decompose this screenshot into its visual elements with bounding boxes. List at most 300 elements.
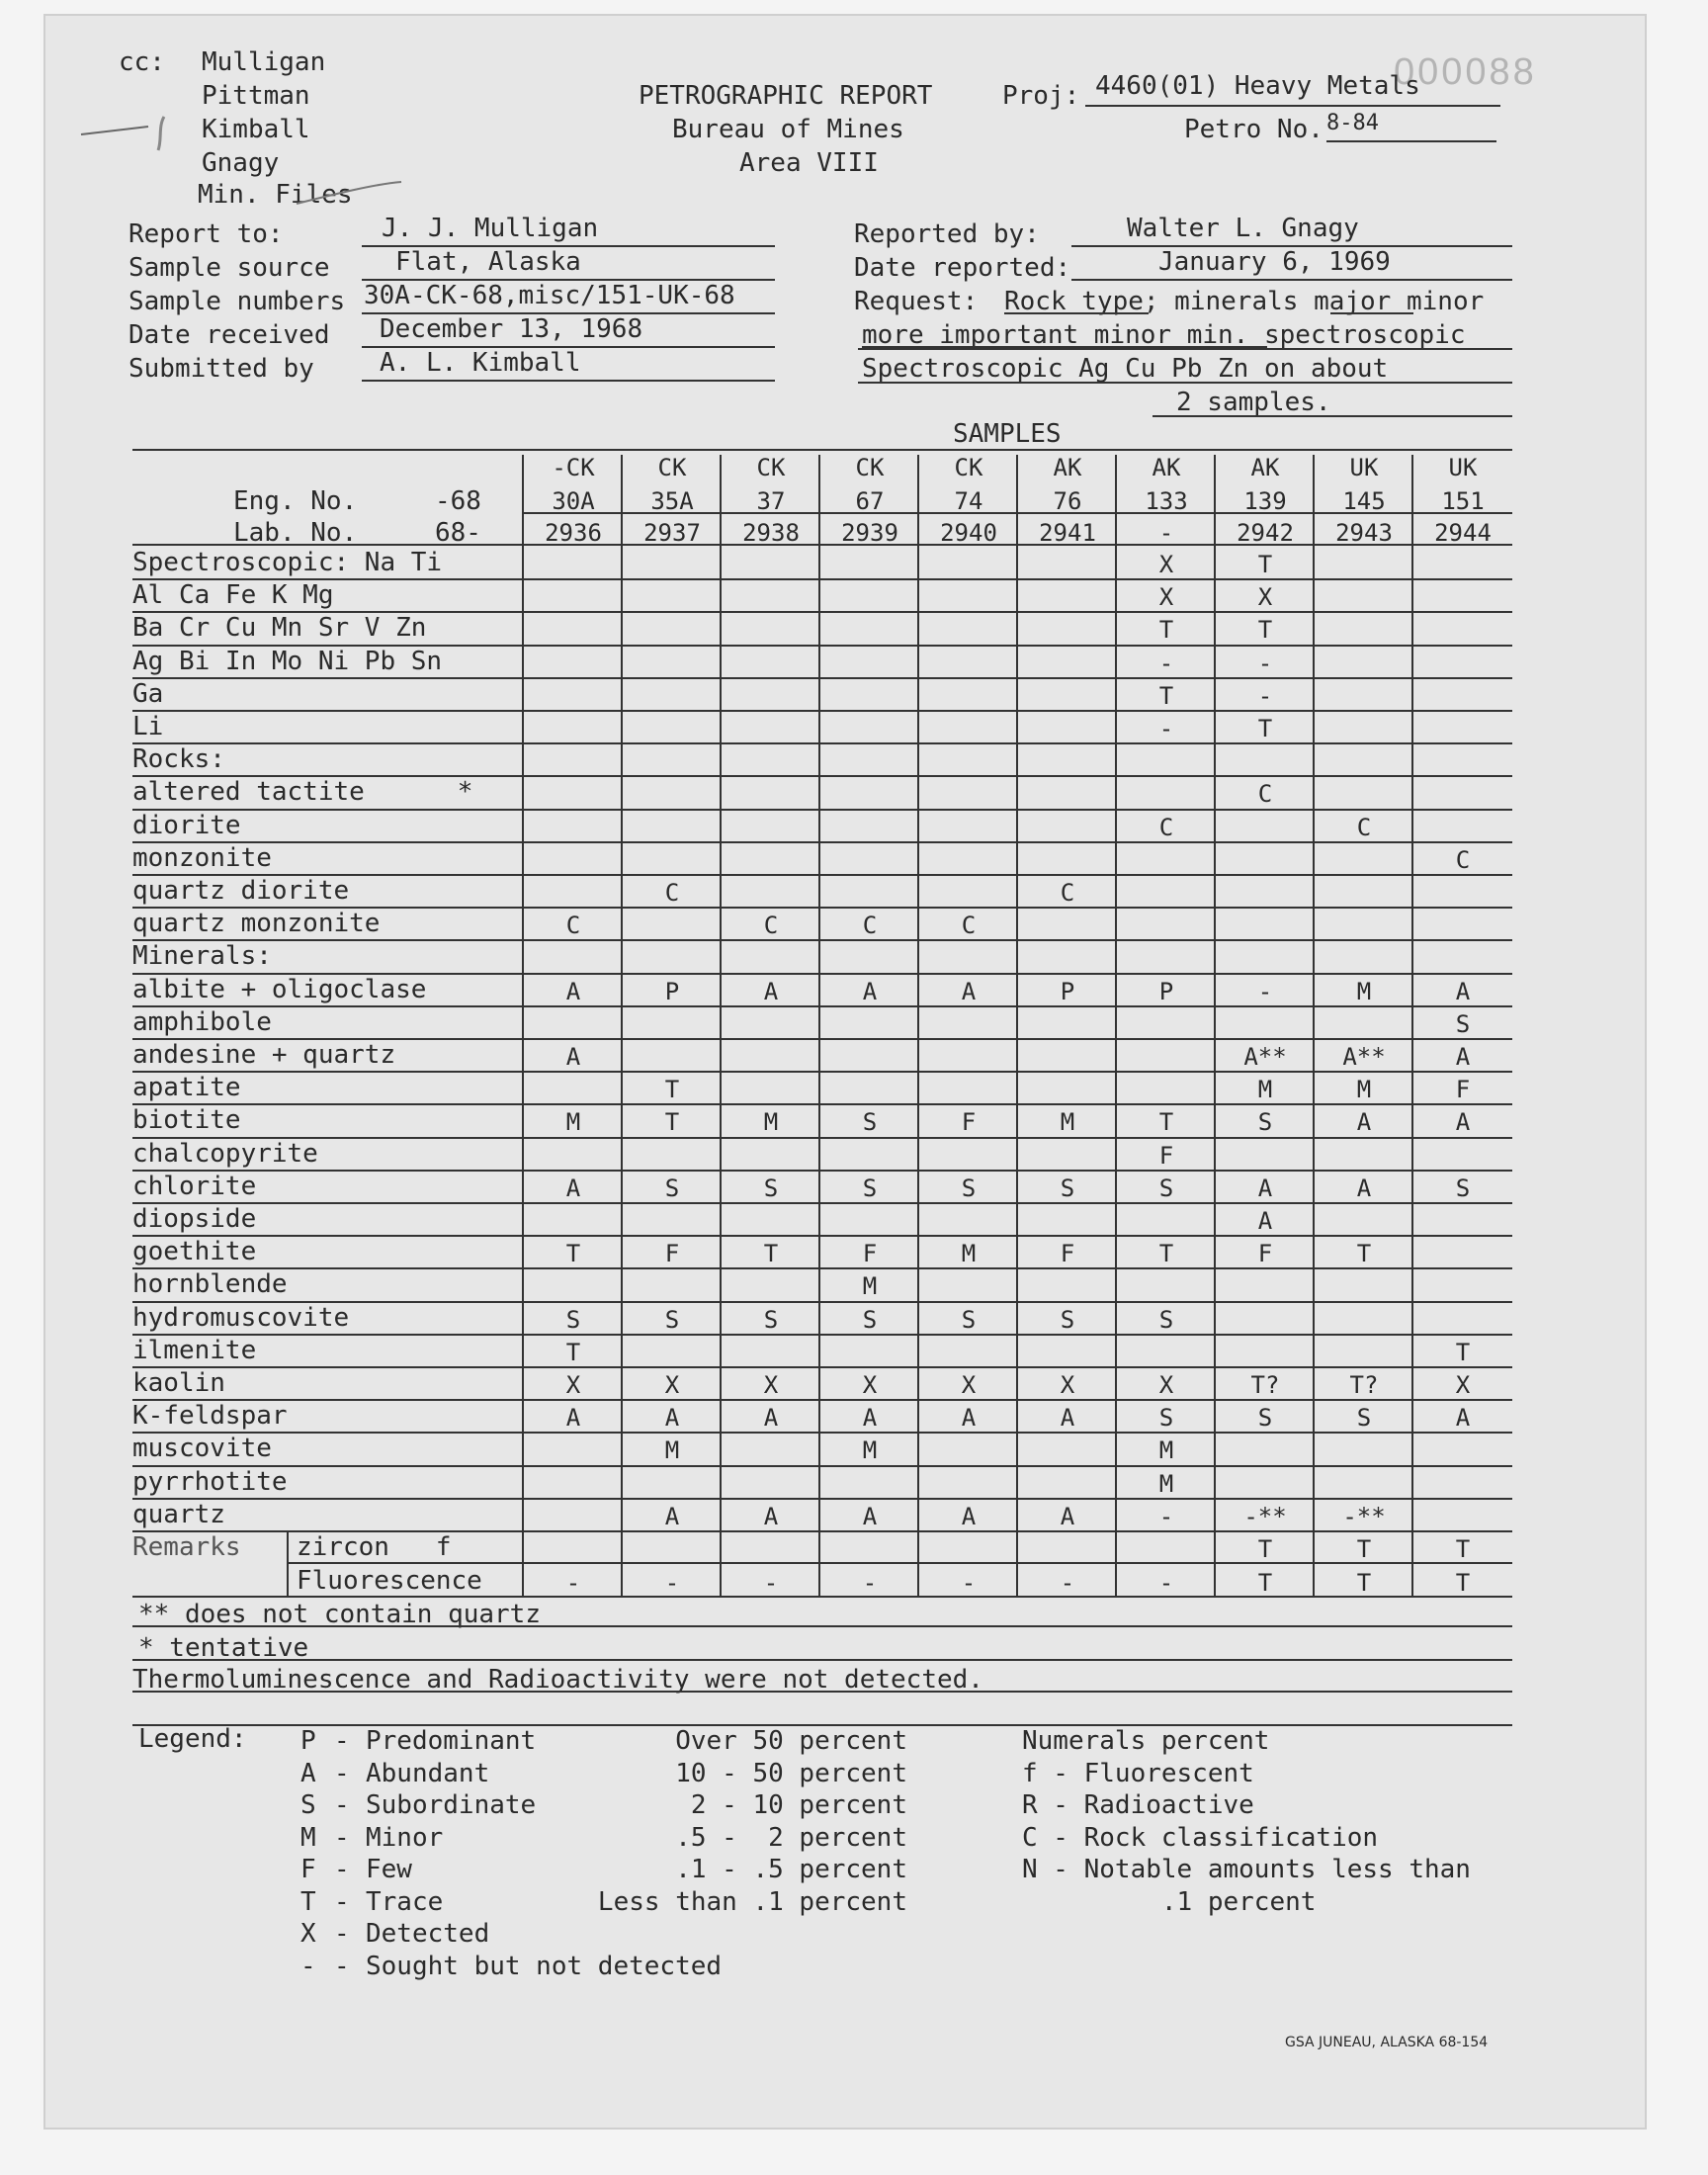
table-cell: S (763, 1174, 779, 1202)
table-cell: A (1060, 1502, 1075, 1530)
legend-name: Subordinate (366, 1790, 537, 1820)
column-rule (1214, 455, 1216, 1596)
legend-code: S (300, 1790, 316, 1820)
legend-range: .5 - 2 percent (675, 1822, 907, 1853)
request-line: Spectroscopic Ag Cu Pb Zn on about (862, 354, 1389, 384)
row-label: monzonite (132, 842, 272, 873)
proj-value: 4460(01) Heavy Metals (1095, 71, 1420, 101)
table-cell: - (1158, 649, 1174, 677)
row-rule (132, 1103, 1512, 1105)
legend-note: N - Notable amounts less than (1022, 1855, 1471, 1884)
row-label: goethite (132, 1237, 257, 1267)
proj-underline (1085, 105, 1500, 107)
fluorescence-cell: - (961, 1569, 977, 1597)
table-cell: S (1060, 1305, 1075, 1334)
table-cell: X (1158, 583, 1174, 612)
table-cell: T (1158, 616, 1174, 645)
document-stamp: 000088 (1394, 51, 1537, 93)
table-cell: T (763, 1240, 779, 1268)
table-cell: M (1257, 1076, 1273, 1104)
date-reported-label: Date reported: (854, 253, 1071, 283)
row-label: amphibole (132, 1006, 272, 1037)
legend-note: f - Fluorescent (1022, 1758, 1254, 1788)
table-cell: T (1158, 1240, 1174, 1268)
info-label: Sample numbers (128, 287, 346, 316)
lab-number: 2937 (643, 519, 701, 547)
note-line: * tentative (138, 1633, 309, 1663)
row-label: hornblende (132, 1269, 288, 1300)
proj-label: Proj: (1002, 81, 1080, 111)
table-cell: A (1257, 1174, 1273, 1202)
table-cell: M (763, 1108, 779, 1137)
legend-dash: - (334, 1758, 350, 1788)
note-rule (132, 1659, 1512, 1661)
row-rule (132, 809, 1512, 811)
row-label: Spectroscopic: Na Ti (132, 548, 443, 577)
eng-number: 151 (1441, 487, 1485, 515)
row-rule (132, 1170, 1512, 1172)
row-label: diopside (132, 1204, 257, 1234)
table-cell: A (1455, 977, 1471, 1005)
table-cell: C (961, 912, 977, 940)
table-cell: S (1455, 1174, 1471, 1202)
column-rule (818, 455, 820, 1596)
table-cell: S (862, 1174, 878, 1202)
table-cell: A (961, 977, 977, 1005)
lab-number: 2943 (1335, 519, 1393, 547)
table-cell: A (1455, 1108, 1471, 1137)
table-cell: T (1257, 551, 1273, 578)
legend-dash: - (334, 1951, 350, 1981)
table-cell: F (1257, 1240, 1273, 1268)
petro-label: Petro No. (1184, 115, 1324, 144)
table-cell: F (961, 1108, 977, 1137)
table-cell: T (1158, 1108, 1174, 1137)
legend-code: A (300, 1758, 316, 1788)
table-cell: X (1455, 1371, 1471, 1399)
sample-prefix: -CK (552, 454, 595, 481)
legend-label: Legend: (138, 1724, 247, 1754)
legend-name: Minor (366, 1822, 444, 1853)
table-cell: S (664, 1305, 680, 1334)
table-cell: X (1158, 551, 1174, 578)
lab-number: - (1158, 519, 1174, 547)
table-cell: A (862, 1502, 878, 1530)
table-cell: A (664, 1404, 680, 1433)
table-cell: S (1158, 1305, 1174, 1334)
cc-name: Gnagy (202, 148, 280, 178)
cc-label: cc: (119, 47, 165, 77)
sample-prefix: AK (1053, 454, 1082, 481)
row-rule (132, 1399, 1512, 1401)
table-cell: A (1356, 1174, 1372, 1202)
eng-number: 30A (552, 487, 595, 515)
samples-title: SAMPLES (953, 419, 1062, 449)
row-label: K-feldspar (132, 1401, 288, 1432)
table-cell: A (961, 1502, 977, 1530)
note-rule (132, 1625, 1512, 1627)
eng-row-rule (524, 512, 1512, 514)
note-rule (132, 1691, 1512, 1693)
legend-code: F (300, 1855, 316, 1884)
table-cell: - (1257, 681, 1273, 710)
table-cell: C (763, 912, 779, 940)
legend-name: Detected (366, 1919, 490, 1949)
table-cell: T (664, 1076, 680, 1104)
row-rule (132, 1071, 1512, 1073)
fluorescence-cell: - (565, 1569, 581, 1597)
table-cell: T? (1349, 1371, 1379, 1399)
table-cell: A (763, 977, 779, 1005)
table-cell: - (1257, 649, 1273, 677)
legend-range: Less than .1 percent (597, 1886, 907, 1917)
table-cell: T (1356, 1240, 1372, 1268)
table-cell: S (1158, 1404, 1174, 1433)
table-cell: A (565, 977, 581, 1005)
cc-name: Pittman (202, 81, 310, 111)
row-label: chlorite (132, 1171, 257, 1201)
row-rule (132, 710, 1512, 712)
table-cell: A** (1342, 1043, 1386, 1071)
sample-prefix: CK (657, 454, 687, 481)
legend-dash: - (334, 1726, 350, 1756)
table-cell: M (1158, 1469, 1174, 1498)
table-cell: F (664, 1240, 680, 1268)
table-cell: S (961, 1174, 977, 1202)
table-cell: C (565, 912, 581, 940)
table-cell: A (664, 1502, 680, 1530)
row-label: Al Ca Fe K Mg (132, 580, 334, 611)
table-cell: S (862, 1108, 878, 1137)
request-line: 2 samples. (1176, 388, 1331, 417)
legend-name: Sought but not detected (366, 1951, 723, 1981)
legend-note: .1 percent (1022, 1886, 1317, 1917)
legend-dash: - (334, 1919, 350, 1949)
legend-note: C - Rock classification (1022, 1822, 1379, 1853)
request-underline (1330, 312, 1413, 314)
table-cell: S (1060, 1174, 1075, 1202)
table-cell: - (1158, 1502, 1174, 1530)
table-cell: T? (1250, 1371, 1280, 1399)
sample-prefix: CK (756, 454, 786, 481)
row-label: Ba Cr Cu Mn Sr V Zn (132, 613, 427, 644)
row-label: kaolin (132, 1368, 225, 1398)
info-value: A. L. Kimball (380, 348, 581, 378)
remarks-label: Remarks (132, 1532, 241, 1562)
row-label: andesine + quartz (132, 1040, 396, 1070)
table-cell: M (1060, 1108, 1075, 1137)
table-cell: A (565, 1043, 581, 1071)
table-cell: X (862, 1371, 878, 1399)
legend-dash: - (334, 1790, 350, 1820)
legend-code: X (300, 1919, 316, 1949)
row-label: Li (132, 712, 164, 741)
petro-value: 8-84 (1326, 111, 1379, 135)
row-rule (132, 1202, 1512, 1204)
row-rule (132, 1235, 1512, 1237)
legend-name: Abundant (366, 1758, 490, 1788)
table-cell: T (1257, 715, 1273, 742)
table-cell: F (1158, 1141, 1174, 1170)
table-cell: S (664, 1174, 680, 1202)
column-rule (621, 455, 623, 1596)
table-cell: M (862, 1272, 878, 1301)
column-rule (1411, 455, 1413, 1596)
fluorescence-cell: T (1356, 1569, 1372, 1597)
row-label: Minerals: (132, 941, 272, 972)
table-cell: C (664, 879, 680, 907)
column-rule (720, 455, 722, 1596)
remarks-divider (287, 1530, 289, 1596)
info-underline (362, 380, 775, 382)
table-cell: P (1060, 977, 1075, 1005)
footer-print-code: GSA JUNEAU, ALASKA 68-154 (1285, 2035, 1489, 2050)
table-cell: P (664, 977, 680, 1005)
legend-dash: - (334, 1886, 350, 1917)
sample-prefix: CK (855, 454, 885, 481)
pencil-checkmarks-icon (79, 107, 405, 216)
lab-number: 2944 (1434, 519, 1492, 547)
eng-number: 139 (1243, 487, 1287, 515)
table-cell: T (1158, 681, 1174, 710)
table-cell: M (961, 1240, 977, 1268)
eng-number: 76 (1053, 487, 1082, 515)
row-rule (132, 1465, 1512, 1467)
lab-label: Lab. No. (233, 518, 358, 548)
row-rule (132, 1498, 1512, 1500)
table-cell: - (1158, 715, 1174, 742)
reported-by-label: Reported by: (854, 219, 1040, 249)
table-cell: X (664, 1371, 680, 1399)
table-cell: F (862, 1240, 878, 1268)
row-label: Ga (132, 678, 164, 709)
table-cell: A (862, 1404, 878, 1433)
request-line: more important minor min. spectroscopic (862, 320, 1466, 350)
eng-number: 145 (1342, 487, 1386, 515)
report-area: Area VIII (739, 148, 879, 178)
zircon-label: zircon f (297, 1532, 452, 1562)
table-cell: C (1455, 845, 1471, 874)
info-label: Submitted by (128, 354, 314, 384)
row-rule (132, 1267, 1512, 1269)
legend-dash: - (334, 1822, 350, 1853)
zircon-cell: T (1356, 1535, 1372, 1563)
column-rule (1313, 455, 1315, 1596)
legend-name: Predominant (366, 1726, 537, 1756)
lab-number: 2936 (545, 519, 602, 547)
row-rule (132, 841, 1512, 843)
info-value: Flat, Alaska (395, 247, 581, 277)
table-cell: X (763, 1371, 779, 1399)
eng-suffix: -68 (435, 486, 481, 516)
sample-prefix: CK (954, 454, 983, 481)
table-cell: T (1257, 616, 1273, 645)
table-cell: M (565, 1108, 581, 1137)
table-cell: A (763, 1404, 779, 1433)
fluorescence-label: Fluorescence (297, 1566, 482, 1596)
row-label: hydromuscovite (132, 1302, 350, 1333)
table-cell: A (1455, 1043, 1471, 1071)
row-rule (132, 578, 1512, 580)
table-cell: S (1257, 1108, 1273, 1137)
table-cell: C (1060, 879, 1075, 907)
legend-note: R - Radioactive (1022, 1790, 1254, 1820)
fluorescence-cell: T (1455, 1569, 1471, 1597)
table-cell: X (1060, 1371, 1075, 1399)
lab-suffix: 68- (435, 518, 481, 548)
legend-code: P (300, 1726, 316, 1756)
row-label: Rocks: (132, 744, 225, 775)
fluorescence-cell: - (664, 1569, 680, 1597)
row-rule (132, 1366, 1512, 1368)
legend-code: M (300, 1822, 316, 1853)
cc-name: Min. Files (198, 180, 353, 210)
table-cell: T (664, 1108, 680, 1137)
table-cell: S (1158, 1174, 1174, 1202)
table-cell: -** (1243, 1502, 1287, 1530)
lab-number: 2938 (742, 519, 800, 547)
info-label: Report to: (128, 219, 284, 249)
cc-name: Kimball (202, 115, 310, 144)
row-label: albite + oligoclase (132, 974, 427, 1004)
table-cell: S (565, 1305, 581, 1334)
table-cell: S (763, 1305, 779, 1334)
legend-range: 10 - 50 percent (675, 1758, 907, 1788)
info-label: Date received (128, 320, 330, 350)
table-cell: S (1356, 1404, 1372, 1433)
eng-number: 133 (1145, 487, 1188, 515)
table-cell: T (565, 1240, 581, 1268)
request-line: Rock type; minerals major minor (1004, 287, 1485, 316)
table-cell: X (565, 1371, 581, 1399)
row-rule (132, 1334, 1512, 1336)
fluorescence-cell: T (1257, 1569, 1273, 1597)
report-title: PETROGRAPHIC REPORT (639, 81, 933, 111)
table-cell: X (1158, 1371, 1174, 1399)
table-cell: - (1257, 977, 1273, 1005)
table-cell: A (565, 1404, 581, 1433)
table-cell: X (961, 1371, 977, 1399)
row-rule (132, 742, 1512, 744)
row-label: diorite (132, 810, 241, 840)
table-cell: S (1257, 1404, 1273, 1433)
legend-code: - (300, 1951, 316, 1981)
lab-number: 2941 (1039, 519, 1096, 547)
info-value: 30A-CK-68,misc/151-UK-68 (364, 281, 735, 310)
table-cell: C (1257, 780, 1273, 809)
table-cell: A (1356, 1108, 1372, 1137)
row-label: quartz (132, 1499, 225, 1529)
table-top-rule (132, 449, 1512, 451)
petro-underline (1326, 140, 1496, 142)
table-cell: M (1356, 1076, 1372, 1104)
legend-dash: - (334, 1855, 350, 1884)
table-cell: F (1455, 1076, 1471, 1104)
table-cell: C (862, 912, 878, 940)
info-label: Sample source (128, 253, 330, 283)
table-cell: T (1455, 1338, 1471, 1366)
table-cell: P (1158, 977, 1174, 1005)
row-rule (132, 939, 1512, 941)
table-cell: X (1257, 583, 1273, 612)
info-value: J. J. Mulligan (382, 214, 599, 243)
report-agency: Bureau of Mines (672, 115, 904, 144)
eng-number: 67 (855, 487, 885, 515)
info-value: December 13, 1968 (380, 314, 643, 344)
zircon-cell: T (1455, 1535, 1471, 1563)
legend-range: 2 - 10 percent (675, 1790, 907, 1820)
eng-label: Eng. No. (233, 486, 358, 516)
row-label: biotite (132, 1105, 241, 1136)
row-label: quartz monzonite (132, 909, 381, 939)
fluorescence-cell: - (1060, 1569, 1075, 1597)
row-rule (132, 1432, 1512, 1434)
table-cell: A (763, 1502, 779, 1530)
table-cell: A (565, 1174, 581, 1202)
request-label: Request: (854, 287, 979, 316)
sample-prefix: UK (1349, 454, 1379, 481)
info-underline (858, 348, 1512, 350)
zircon-rule (287, 1562, 1512, 1564)
sample-prefix: UK (1448, 454, 1478, 481)
lab-number: 2942 (1237, 519, 1294, 547)
sample-prefix: AK (1152, 454, 1181, 481)
eng-number: 74 (954, 487, 983, 515)
column-rule (522, 455, 524, 1596)
column-rule (1016, 455, 1018, 1596)
column-rule (1115, 455, 1117, 1596)
column-rule (917, 455, 919, 1596)
row-label: chalcopyrite (132, 1138, 318, 1169)
table-cell: A (961, 1404, 977, 1433)
row-label: apatite (132, 1073, 241, 1103)
table-cell: C (1356, 813, 1372, 841)
legend-code: T (300, 1886, 316, 1917)
header-bottom-rule (132, 544, 1512, 546)
table-cell: A (1257, 1207, 1273, 1235)
sample-prefix: AK (1250, 454, 1280, 481)
table-cell: -** (1342, 1502, 1386, 1530)
table-cell: A (862, 977, 878, 1005)
table-cell: T (565, 1338, 581, 1366)
zircon-cell: T (1257, 1535, 1273, 1563)
legend-name: Trace (366, 1886, 444, 1917)
table-cell: F (1060, 1240, 1075, 1268)
table-cell: M (1158, 1436, 1174, 1465)
row-rule (132, 1137, 1512, 1139)
info-underline (858, 382, 1512, 384)
table-bottom-rule (132, 1596, 1512, 1598)
fluorescence-cell: - (763, 1569, 779, 1597)
row-rule (132, 677, 1512, 679)
legend-range: .1 - .5 percent (675, 1855, 907, 1884)
table-cell: M (1356, 977, 1372, 1005)
cc-name: Mulligan (202, 47, 326, 77)
note-line: Thermoluminescence and Radioactivity were not detected. (132, 1665, 983, 1695)
eng-number: 35A (650, 487, 694, 515)
legend-name: Few (366, 1855, 412, 1884)
table-cell: A (1455, 1404, 1471, 1433)
info-underline (1153, 415, 1512, 417)
legend-range: Over 50 percent (675, 1726, 907, 1756)
row-rule (132, 1005, 1512, 1007)
table-cell: A** (1243, 1043, 1287, 1071)
date-reported-value: January 6, 1969 (1158, 247, 1391, 277)
row-label: pyrrhotite (132, 1466, 288, 1497)
table-cell: M (862, 1436, 878, 1465)
fluorescence-cell: - (1158, 1569, 1174, 1597)
lab-number: 2940 (940, 519, 997, 547)
